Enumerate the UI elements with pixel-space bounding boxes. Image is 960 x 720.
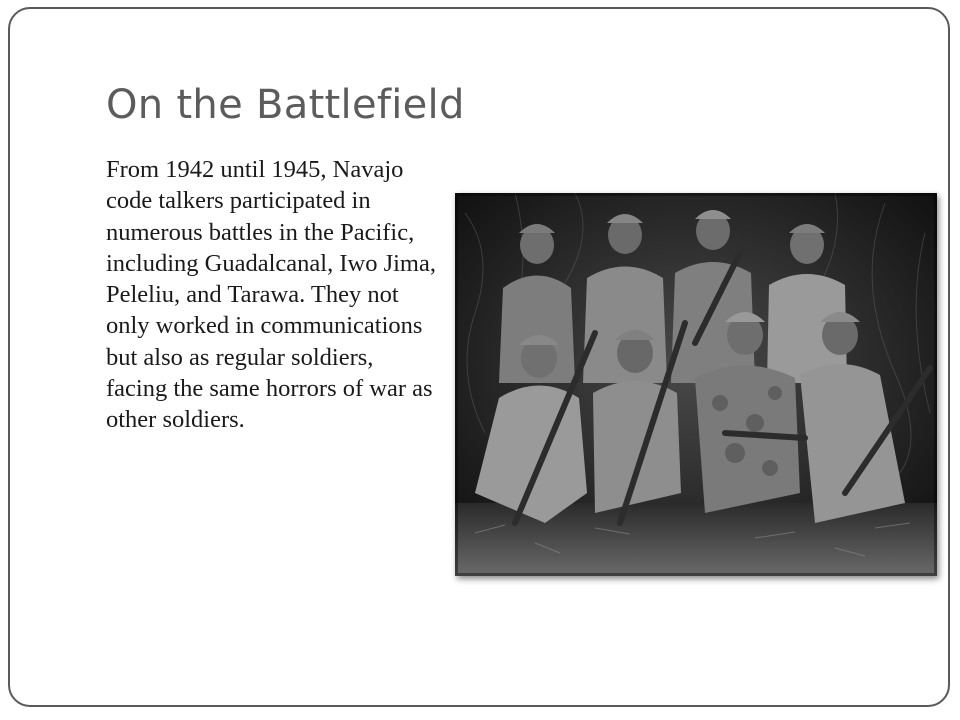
slide-title: On the Battlefield <box>106 82 465 128</box>
slide-body-text: From 1942 until 1945, Navajo code talkers participated in numerous battles in the Pacific, including Guadalcanal, Iwo Jima, Peleliu, and Tarawa. They not only worked in communications but also as regular soldiers, facing the same horrors of war as other soldiers. <box>106 156 436 434</box>
code-talkers-photo <box>455 193 937 576</box>
